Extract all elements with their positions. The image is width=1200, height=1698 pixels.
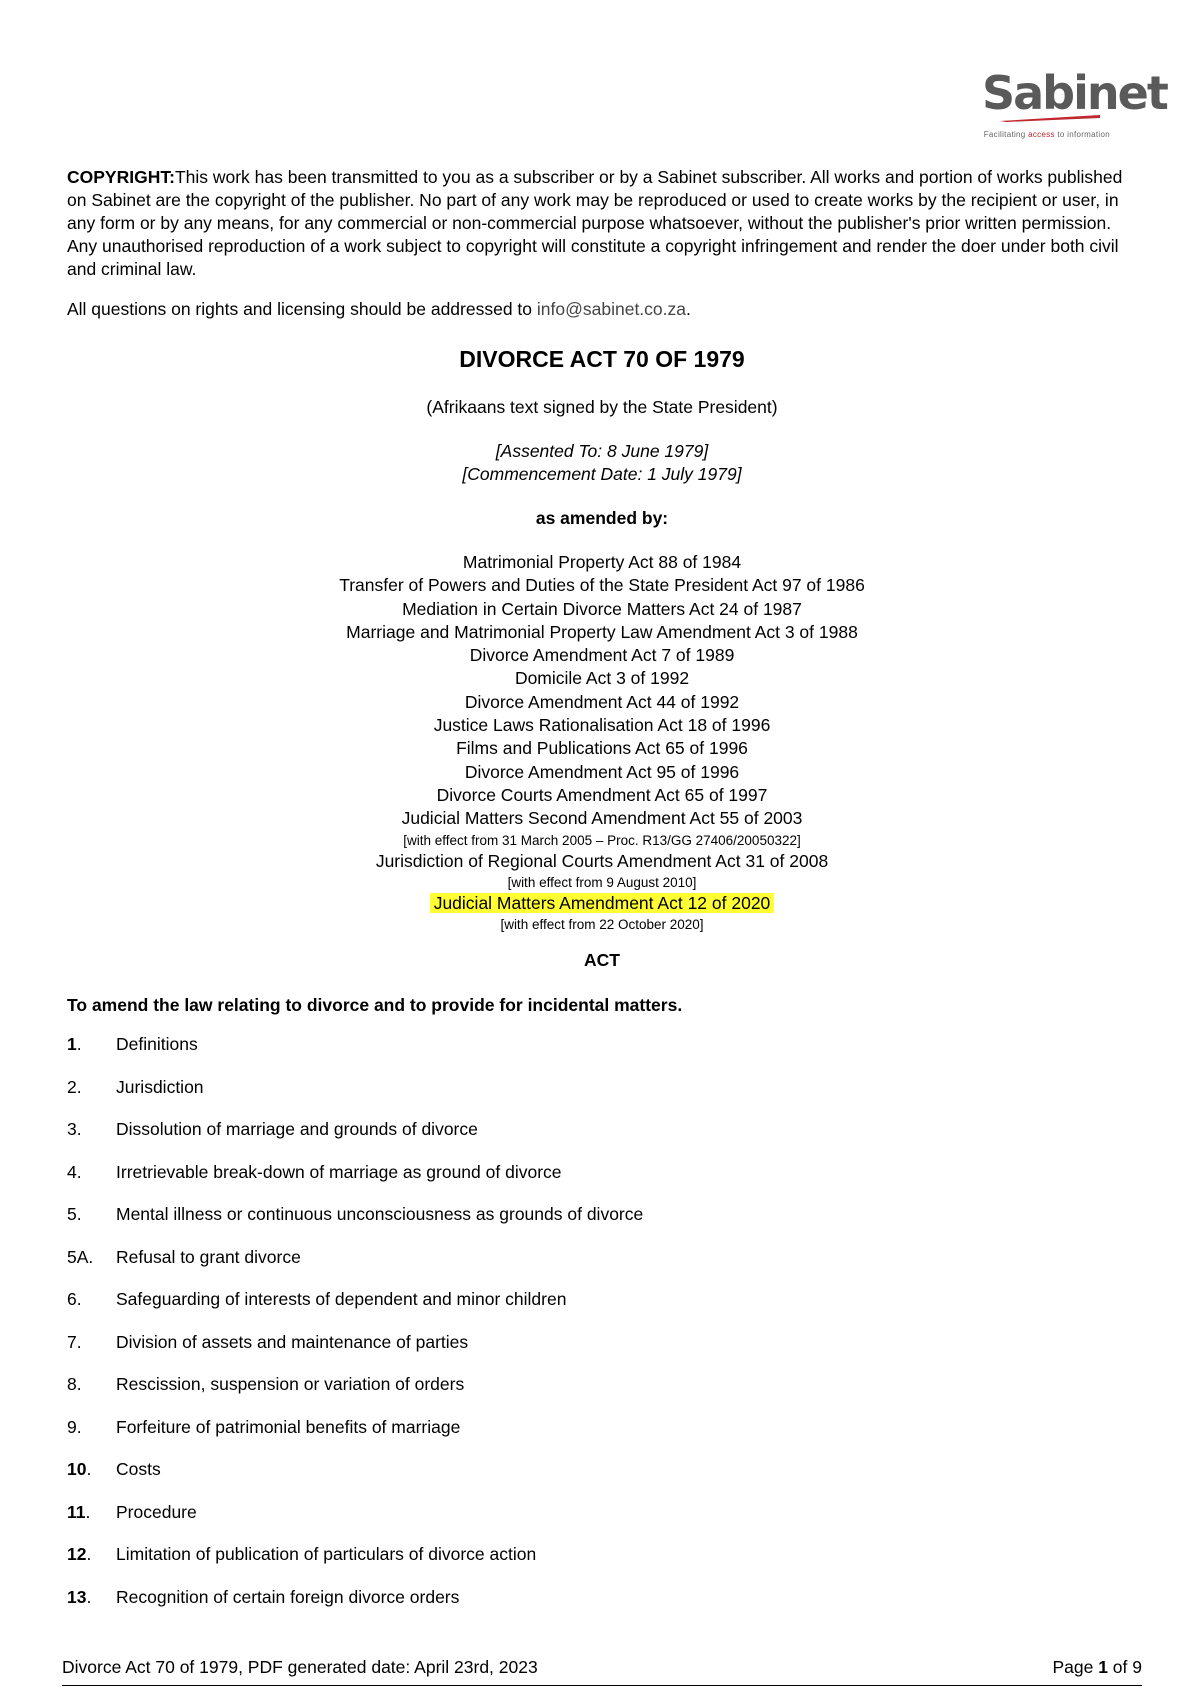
section-number: 5.	[67, 1204, 82, 1225]
sections-list	[67, 1034, 1137, 1629]
amendment-item: Transfer of Powers and Duties of the State President Act 97 of 1986	[339, 575, 865, 596]
act-title: DIVORCE ACT 70 OF 1979	[459, 346, 745, 372]
section-title: Irretrievable break-down of marriage as ground of divorce	[116, 1161, 562, 1182]
amendment-item: Judicial Matters Amendment Act 12 of 2020	[67, 892, 1137, 915]
section-item	[67, 1587, 1137, 1630]
act-dates	[67, 440, 1137, 486]
section-title: Definitions	[116, 1034, 198, 1055]
amendment-item: Marriage and Matrimonial Property Law Amendment Act 3 of 1988	[346, 621, 858, 642]
section-item	[67, 1247, 1137, 1290]
section-number: 7.	[67, 1331, 82, 1352]
page-footer	[62, 1657, 1142, 1678]
amendment-item: Judicial Matters Second Amendment Act 55 of 2003	[401, 808, 803, 829]
section-number: 8.	[67, 1374, 82, 1395]
amendment-item: Domicile Act 3 of 1992	[514, 668, 690, 689]
section-item	[67, 1077, 1137, 1120]
amendment-item: Divorce Amendment Act 44 of 1992	[464, 691, 740, 712]
amendment-item: Jurisdiction of Regional Courts Amendment Act 31 of 2008	[375, 850, 829, 871]
section-title: Dissolution of marriage and grounds of divorce	[116, 1119, 478, 1140]
section-item	[67, 1034, 1137, 1077]
section-title: Costs	[116, 1459, 161, 1480]
section-number: 9.	[67, 1416, 82, 1437]
section-title: Forfeiture of patrimonial benefits of marriage	[116, 1416, 461, 1437]
section-title: Division of assets and maintenance of parties	[116, 1331, 469, 1352]
section-item	[67, 1374, 1137, 1417]
footer-page-number: Page 1 of 9	[1052, 1657, 1142, 1677]
section-item	[67, 1162, 1137, 1205]
commencement-date: [Commencement Date: 1 July 1979]	[462, 464, 742, 484]
amendment-effect-note: [with effect from 9 August 2010]	[507, 874, 697, 890]
amendment-item: Divorce Amendment Act 95 of 1996	[464, 761, 740, 782]
amendment-item: Divorce Amendment Act 7 of 1989	[469, 645, 735, 666]
logo-swoosh-icon	[1000, 114, 1100, 122]
amended-by-label: as amended by:	[535, 508, 669, 528]
amendment-effect-note: [with effect from 31 March 2005 – Proc. R13/GG 27406/20050322]	[403, 832, 801, 848]
section-number: 6.	[67, 1289, 82, 1310]
section-title: Rescission, suspension or variation of orders	[116, 1374, 465, 1395]
section-number: 13.	[67, 1586, 92, 1607]
amendment-item: Justice Laws Rationalisation Act 18 of 1996	[433, 715, 771, 736]
section-item	[67, 1502, 1137, 1545]
section-title: Limitation of publication of particulars of divorce action	[116, 1544, 537, 1565]
assented-date: [Assented To: 8 June 1979]	[495, 441, 709, 461]
section-item	[67, 1459, 1137, 1502]
section-number: 4.	[67, 1161, 82, 1182]
section-title: Refusal to grant divorce	[116, 1246, 301, 1267]
section-number: 3.	[67, 1119, 82, 1140]
section-title: Recognition of certain foreign divorce orders	[116, 1586, 460, 1607]
amendment-item: Mediation in Certain Divorce Matters Act 24 of 1987	[402, 598, 802, 619]
contact-email-link[interactable]: info@sabinet.co.za	[536, 299, 686, 319]
section-title: Jurisdiction	[116, 1076, 204, 1097]
footer-doc-info: Divorce Act 70 of 1979, PDF generated date: April 23rd, 2023	[62, 1657, 538, 1677]
section-number: 1.	[67, 1034, 82, 1055]
section-number: 12.	[67, 1544, 92, 1565]
section-number: 5A.	[67, 1246, 94, 1267]
copyright-notice	[67, 166, 1137, 281]
act-subtitle: (Afrikaans text signed by the State President)	[426, 397, 778, 417]
section-item	[67, 1289, 1137, 1332]
section-item	[67, 1204, 1137, 1247]
logo-wordmark: Sabinet	[982, 66, 1167, 120]
section-item	[67, 1417, 1137, 1460]
copyright-label: COPYRIGHT:	[67, 167, 175, 187]
copyright-text: This work has been transmitted to you as a subscriber or by a Sabinet subscriber. All works and portion of works published on Sabinet are the copyright of the publisher. No part of any work may be reproduced or used to create works by the recipient or user, in any form or by any means, for any commercial or non-commercial purpose whatsoever, without the publisher's prior written permission. Any unauthorised reproduction of a work subject to copyright will constitute a copyright infringement and render the doer under both civil and criminal law.	[67, 167, 1123, 279]
section-title: Mental illness or continuous unconsciousness as grounds of divorce	[116, 1204, 644, 1225]
amendment-item: Divorce Courts Amendment Act 65 of 1997	[436, 784, 768, 805]
amendment-item: Films and Publications Act 65 of 1996	[456, 738, 748, 759]
licensing-questions: All questions on rights and licensing should be addressed to info@sabinet.co.za.	[67, 299, 691, 319]
act-long-title: To amend the law relating to divorce and to provide for incidental matters.	[67, 995, 683, 1016]
section-number: 11.	[67, 1501, 91, 1522]
section-number: 10.	[67, 1459, 92, 1480]
section-item	[67, 1119, 1137, 1162]
logo-tagline: Facilitating access to information	[983, 130, 1110, 139]
amendment-item: Matrimonial Property Act 88 of 1984	[462, 552, 742, 572]
act-heading: ACT	[584, 950, 620, 971]
section-number: 2.	[67, 1076, 82, 1097]
section-title: Safeguarding of interests of dependent and minor children	[116, 1289, 567, 1310]
amendment-effect-note: [with effect from 22 October 2020]	[500, 917, 704, 933]
sabinet-logo	[960, 66, 1167, 146]
footer-rule	[62, 1685, 1142, 1686]
section-item	[67, 1544, 1137, 1587]
section-title: Procedure	[116, 1501, 197, 1522]
section-item	[67, 1332, 1137, 1375]
document-body	[67, 166, 1137, 1629]
amendments-list	[67, 551, 1137, 934]
